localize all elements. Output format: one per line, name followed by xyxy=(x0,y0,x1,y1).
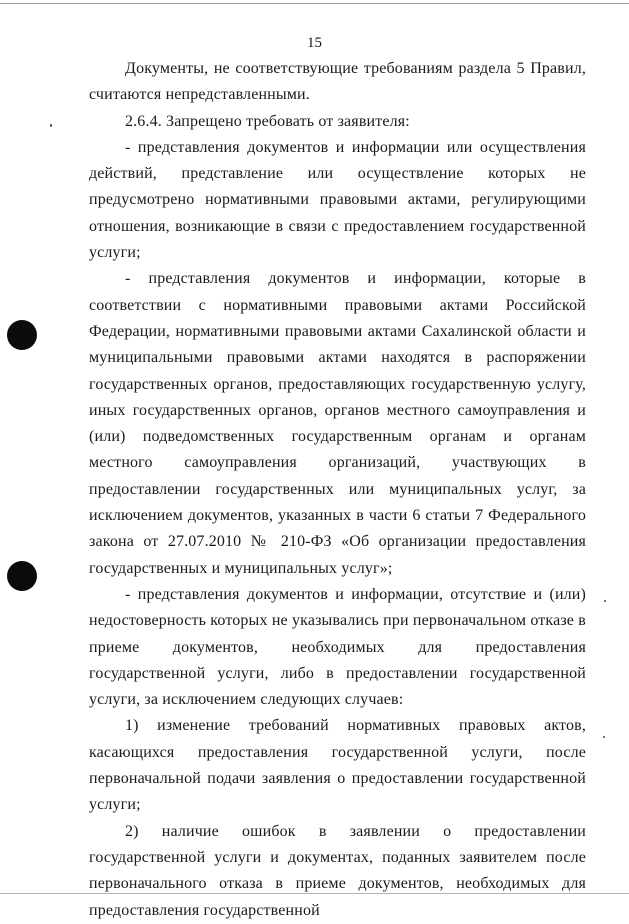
bottom-edge-line xyxy=(0,893,629,894)
paragraph-case-1: 1) изменение требований нормативных правовых актов, касающихся предоставления государственной услуги, после первоначальной подачи заявления о предоставлении государственной услуги; xyxy=(89,717,586,814)
document-body xyxy=(89,56,586,924)
paragraph-section-2-6-4: 2.6.4. Запрещено требовать от заявителя: xyxy=(125,112,410,130)
top-edge-line xyxy=(0,3,629,4)
punch-hole-lower xyxy=(7,561,37,591)
paragraph-unsubmitted-documents: Документы, не соответствующие требованиям раздела 5 Правил, считаются непредставленными. xyxy=(89,60,586,104)
scan-speck xyxy=(50,124,52,127)
paragraph-item-not-indicated-at-refusal: - представления документов и информации, отсутствие и (или) недостоверность которых не указывались при первоначальном отказе в приеме документов, необходимых для предоставления государственной услуги, либо в предоставлении государственной услуги, за исключением следующих случаев: xyxy=(89,585,586,709)
punch-hole-upper xyxy=(7,320,37,350)
scan-speck xyxy=(603,736,605,738)
paragraph-item-actions: - представления документов и информации или осуществления действий, представление или осуществление которых не предусмотрено нормативными правовыми актами, регулирующими отношения, возникающие в связи с предоставлением государственной услуги; xyxy=(89,138,586,262)
scan-speck xyxy=(604,600,606,602)
paragraph-case-2: 2) наличие ошибок в заявлении о предоставлении государственной услуги и документах, поданных заявителем после первоначального отказа в приеме документов, необходимых для предоставления государственной xyxy=(89,822,586,919)
page-number: 15 xyxy=(307,35,322,51)
paragraph-item-documents-in-possession: - представления документов и информации, которые в соответствии с нормативными правовыми актами Российской Федерации, нормативными правовыми актами Сахалинской области и муниципальными правовыми актами находятся в распоряжении государственных органов, предоставляющих государственную услугу, иных государственных органов, органов местного самоуправления и (или) подведомственных государственным органам и органам местного самоуправления организаций, участвующих в предоставлении государственных или муниципальных услуг, за исключением документов, указанных в части 6 статьи 7 Федерального закона от 27.07.2010 № 210-ФЗ «Об организации предоставления государственных и муниципальных услуг»; xyxy=(89,270,586,577)
